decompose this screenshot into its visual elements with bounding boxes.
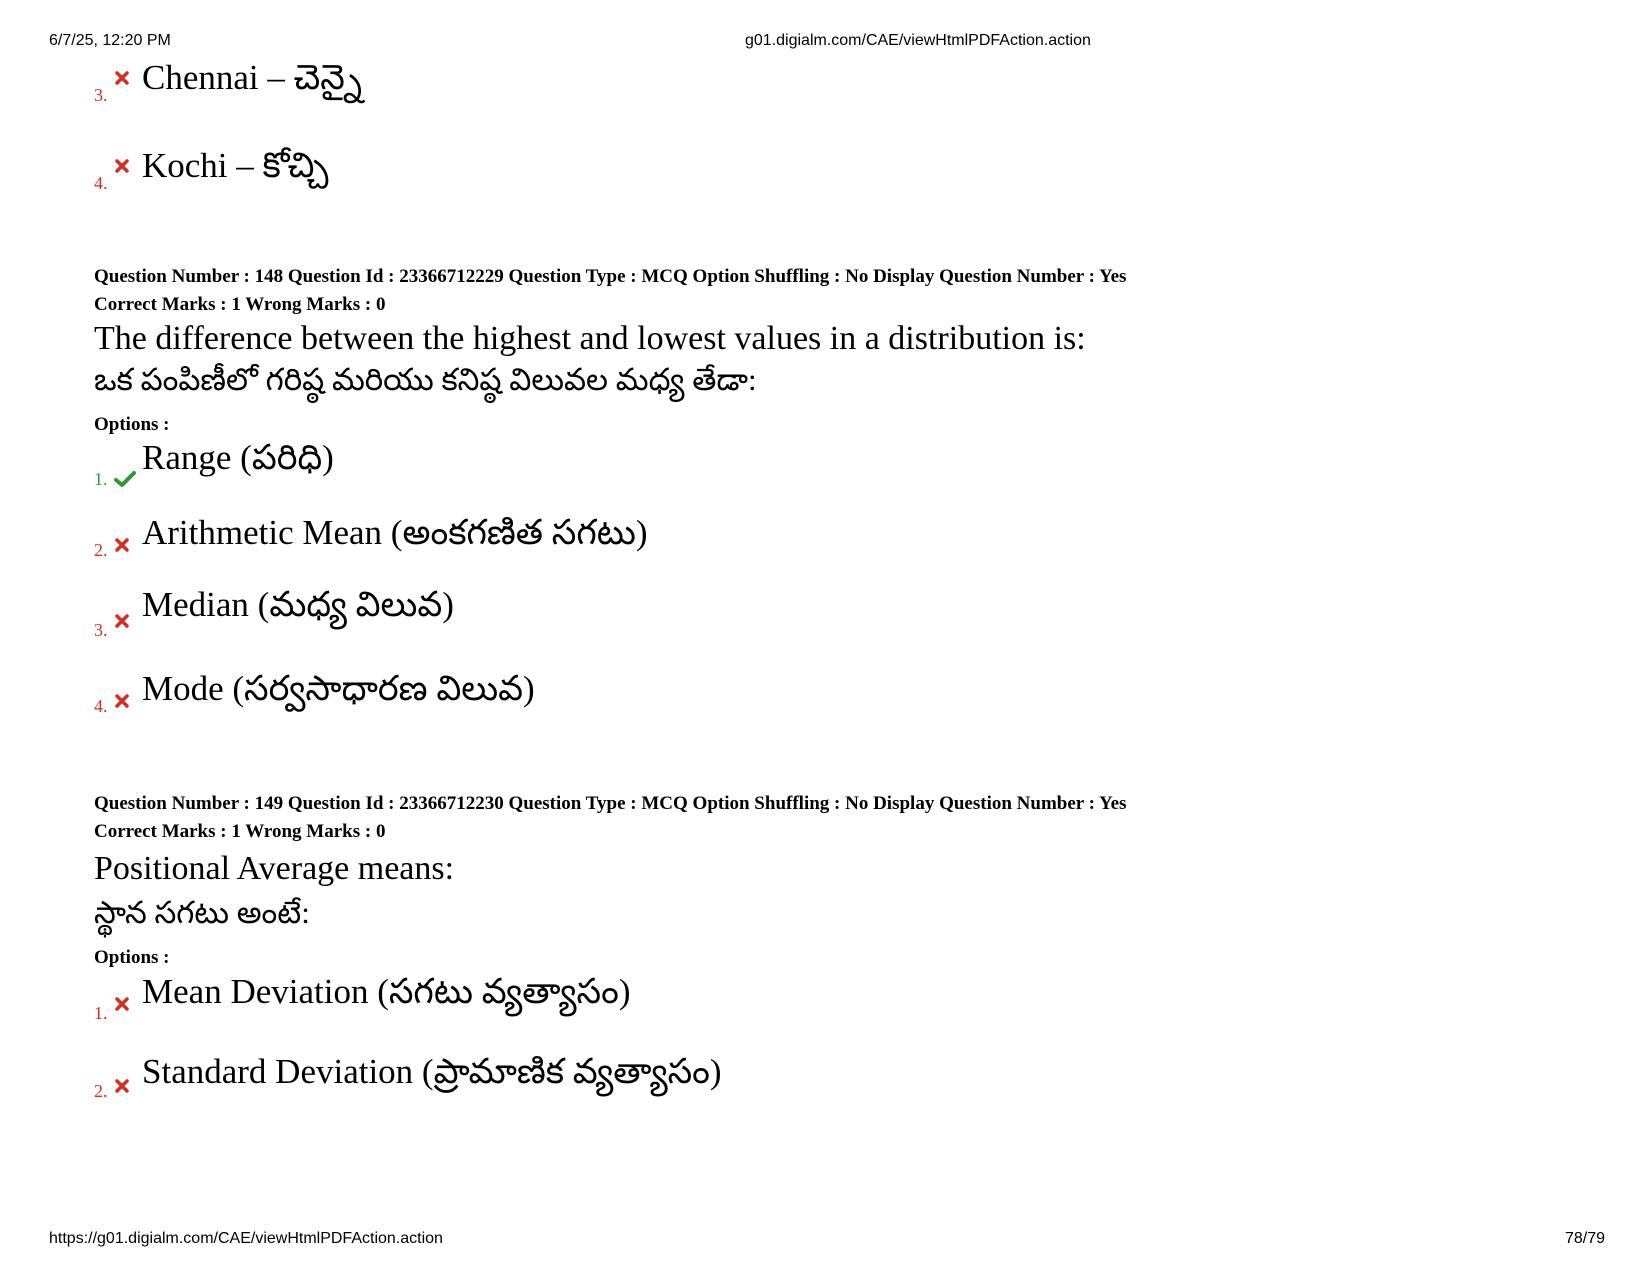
options-label: Options :: [94, 947, 170, 968]
option-number: 2.: [94, 1081, 108, 1101]
option-number: 4.: [94, 173, 108, 193]
option-number: 4.: [94, 696, 108, 716]
option-number: 3.: [94, 620, 108, 640]
option-item: [94, 438, 334, 492]
option-item: [94, 1052, 722, 1104]
option-number: 3.: [94, 85, 108, 105]
option-item: [94, 513, 648, 563]
check-icon: [114, 470, 138, 490]
print-footer-url: https://g01.digialm.com/CAE/viewHtmlPDFAction.action: [49, 1230, 443, 1247]
option-item: [94, 58, 362, 108]
question-marks: Correct Marks : 1 Wrong Marks : 0: [94, 294, 386, 315]
option-number: 1.: [94, 1003, 108, 1023]
cross-icon: [114, 996, 138, 1016]
cross-icon: [114, 70, 138, 90]
cross-icon: [114, 1078, 138, 1098]
option-text: Mean Deviation (సగటు వ్యత్యాసం): [142, 972, 631, 1011]
print-datetime: 6/7/25, 12:20 PM: [49, 32, 171, 49]
option-item: [94, 585, 454, 643]
option-text: Kochi – కోచ్చి: [142, 146, 329, 185]
page-number: 78/79: [1565, 1230, 1606, 1247]
question-marks: Correct Marks : 1 Wrong Marks : 0: [94, 821, 386, 842]
option-text: Median (మధ్య విలువ): [142, 585, 454, 624]
option-item: [94, 972, 631, 1026]
options-label: Options :: [94, 414, 170, 435]
cross-icon: [114, 693, 138, 713]
option-text: Standard Deviation (ప్రామాణిక వ్యత్యాసం): [142, 1052, 722, 1091]
option-number: 2.: [94, 540, 108, 560]
option-number: 1.: [94, 469, 108, 489]
question-meta: Question Number : 148 Question Id : 23366712229 Question Type : MCQ Option Shuffling : No Display Question Number : Yes: [94, 266, 1127, 287]
print-header-url: g01.digialm.com/CAE/viewHtmlPDFAction.action: [745, 32, 1091, 49]
question-text-telugu: స్థాన సగటు అంటే:: [94, 895, 310, 930]
cross-icon: [114, 537, 138, 557]
question-text-english: Positional Average means:: [94, 850, 455, 887]
question-text-telugu: ఒక పంపిణీలో గరిష్ఠ మరియు కనిష్ఠ విలువల మధ్య తేడా:: [94, 362, 757, 397]
question-text-english: The difference between the highest and lowest values in a distribution is:: [94, 320, 1086, 357]
question-meta: Question Number : 149 Question Id : 23366712230 Question Type : MCQ Option Shuffling : No Display Question Number : Yes: [94, 793, 1127, 814]
option-item: [94, 146, 329, 196]
option-text: Arithmetic Mean (అంకగణిత సగటు): [142, 513, 648, 552]
cross-icon: [114, 613, 138, 633]
option-item: [94, 669, 535, 719]
option-text: Range (పరిధి): [142, 438, 334, 477]
option-text: Chennai – చెన్నై: [142, 58, 362, 97]
cross-icon: [114, 158, 138, 178]
option-text: Mode (సర్వసాధారణ విలువ): [142, 669, 535, 708]
